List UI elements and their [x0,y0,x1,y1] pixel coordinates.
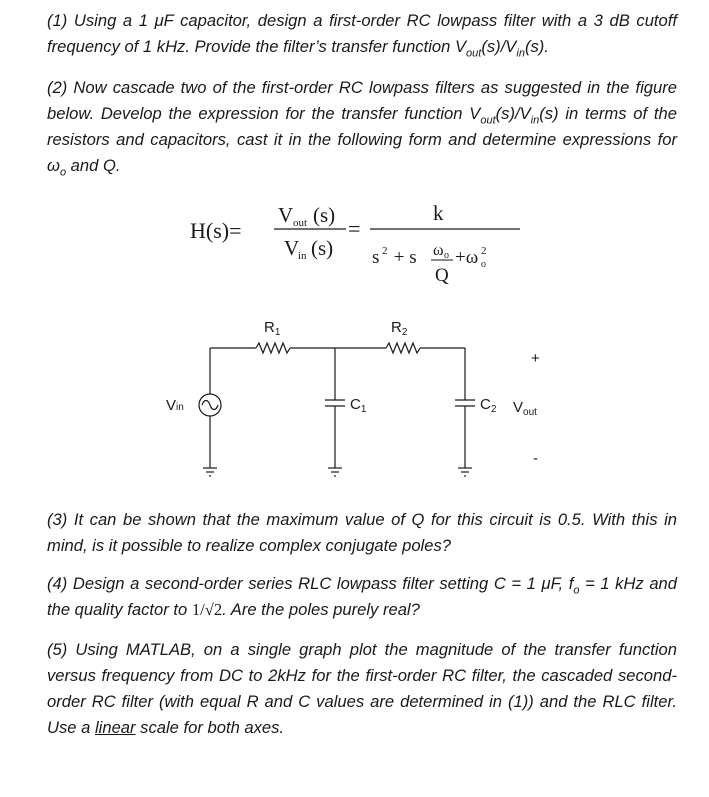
eq-equals: = [348,216,361,241]
quality-factor-fraction: 1/√2 [191,600,223,619]
question-3: (3) It can be shown that the maximum value of Q for this circuit is 0.5. With this in mind, is it possible to realize complex conjugate poles? [47,510,677,555]
question-5: (5) Using MATLAB, on a single graph plot the magnitude of the transfer function versus frequency from DC to 2kHz for the first-order RC filter, the cascaded second-order RC filter (with equal R and C values are determined in (1)) and the RLC filter. Use a linear scale for both axes. [47,640,677,737]
omega-symbol: ω [47,156,60,175]
eq-w0-top-sub: o [444,250,449,261]
eq-plus-w: +ω [455,247,479,268]
question-1: (1) Using a 1 μF capacitor, design a first-order RC lowpass filter with a 3 dB cutoff frequency of 1 kHz. Provide the filter’s transfer function $V_{out}(s)/V_{in}(s)$. [47,11,677,60]
eq-k: k [433,201,444,225]
label-r1: $R_1$ [264,319,281,338]
transfer-function-equation [190,195,550,290]
eq-w-sup: 2 [481,245,487,257]
eq-num-sub: out [293,217,308,229]
eq-num-v: V [278,203,294,227]
eq-den-sub: in [298,250,307,262]
label-vin: Vin [166,397,184,414]
eq-s: s [372,247,380,268]
label-c2: $C_2$ [480,396,497,415]
eq-num-s: (s) [313,203,336,227]
label-c1: $C_1$ [350,396,367,415]
mu-symbol: μ [541,574,551,593]
question-4: (4) Design a second-order series RLC lowpass filter setting C = 1 μF, $f_o = 1$ kHz and the quality factor to 1/√2. Are the poles purely real? [47,574,678,619]
eq-w-sub: o [481,259,486,270]
label-r2: $R_2$ [391,319,408,338]
resistor-r2-symbol [386,343,420,353]
eq-lhs: H(s)= [190,218,242,243]
rc-cascade-circuit [160,305,560,495]
eq-den-s: (s) [311,236,334,260]
label-plus: + [531,350,540,367]
eq-q-bottom: Q [435,265,449,286]
eq-s-exp: 2 [382,245,388,257]
label-minus: - [533,450,538,467]
resistor-r1-symbol [256,343,290,353]
label-vout: $V_{out}$ [513,399,537,418]
ac-source-wave [202,401,218,410]
mu-symbol: μ [154,11,164,30]
question-2: (2) Now cascade two of the first-order RC lowpass filters as suggested in the figure below. Develop the expression for the transfer function $V_{out}(s)/V_{in}(s)$ in terms of the resistors and capacitors, cast it in the following form and determine expressions for $\omega_o$ and Q. [47,78,677,179]
eq-plus-s: + s [389,247,417,268]
underlined-linear: linear [94,718,136,737]
eq-w0-top: ω [433,242,444,259]
eq-den-v: V [284,236,300,260]
